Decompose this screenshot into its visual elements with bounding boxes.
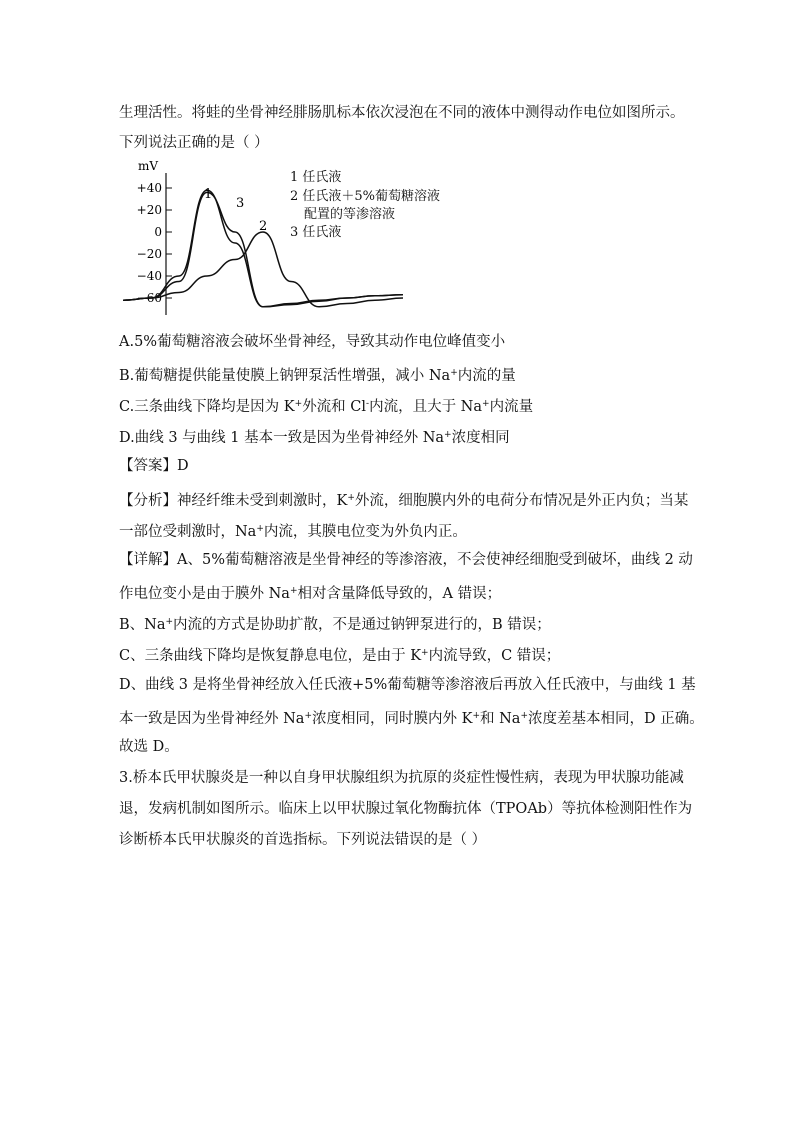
curve-label-2: 2 [259, 219, 268, 234]
detail-line-b: B、Na+内流的方式是协助扩散，不是通过钠钾泵进行的，B 错误； [119, 617, 551, 633]
y-tick-label: +40 [136, 181, 162, 195]
legend-item-2: 2 任氏液＋5%葡萄糖溶液 [290, 189, 441, 204]
detail-line-2: 作电位变小是由于膜外 Na+相对含量降低导致的，A 错误； [119, 586, 502, 602]
detail-line-d1: D、曲线 3 是将坐骨神经放入任氏液+5%葡萄糖等渗溶液后再放入任氏液中，与曲线 1 基 [119, 677, 696, 693]
question-stem: 下列说法正确的是（ ） [119, 135, 269, 151]
detail-line-d2: 本一致是因为坐骨神经外 Na+浓度相同，同时膜内外 K+和 Na+浓度差基本相同，D 正确。 [119, 711, 704, 727]
action-potential-figure [118, 155, 458, 325]
y-tick-label: +20 [136, 203, 162, 217]
answer: 【答案】D [119, 458, 189, 474]
detail-line-c: C、三条曲线下降均是恢复静息电位，是由于 K+内流导致，C 错误； [119, 648, 561, 664]
legend-item-3: 3 任氏液 [290, 225, 342, 240]
curve-label-1: 1 [204, 187, 213, 202]
analysis-line-1: 【分析】神经纤维未受到刺激时，K+外流，细胞膜内外的电荷分布情况是外正内负；当某 [119, 493, 689, 509]
y-tick-label: −20 [136, 247, 162, 261]
question-3-line-3: 诊断桥本氏甲状腺炎的首选指标。下列说法错误的是（ ） [119, 832, 487, 848]
curve-2 [123, 232, 403, 307]
y-unit-label: mV [138, 159, 159, 173]
option-b: B.葡萄糖提供能量使膜上钠钾泵活性增强，减小 Na+内流的量 [119, 368, 516, 384]
option-a: A.5%葡萄糖溶液会破坏坐骨神经，导致其动作电位峰值变小 [119, 334, 506, 350]
y-tick-label: −40 [136, 269, 162, 283]
action-potential-chart [118, 155, 408, 325]
legend-item-2-cont: 配置的等渗溶液 [304, 207, 396, 222]
y-tick-label: −60 [136, 291, 162, 305]
question-3-line-2: 退，发病机制如图所示。临床上以甲状腺过氧化物酶抗体（TPOAb）等抗体检测阳性作为 [119, 801, 693, 817]
legend-item-1: 1 任氏液 [290, 170, 342, 185]
option-d: D.曲线 3 与曲线 1 基本一致是因为坐骨神经外 Na+浓度相同 [119, 430, 510, 446]
intro-line-1: 生理活性。将蛙的坐骨神经腓肠肌标本依次浸泡在不同的液体中测得动作电位如图所示。 [119, 105, 685, 121]
option-c: C.三条曲线下降均是因为 K+外流和 Cl-内流，且大于 Na+内流量 [119, 399, 534, 415]
detail-line-1: 【详解】A、5%葡萄糖溶液是坐骨神经的等渗溶液，不会使神经细胞受到破坏，曲线 2 动 [119, 552, 693, 568]
question-3-line-1: 3.桥本氏甲状腺炎是一种以自身甲状腺组织为抗原的炎症性慢性病，表现为甲状腺功能减 [119, 770, 684, 786]
y-tick-label: 0 [154, 225, 162, 239]
conclusion: 故选 D。 [119, 739, 179, 755]
curve-label-3: 3 [236, 196, 245, 211]
analysis-line-2: 一部位受刺激时，Na+内流，其膜电位变为外负内正。 [119, 524, 467, 540]
